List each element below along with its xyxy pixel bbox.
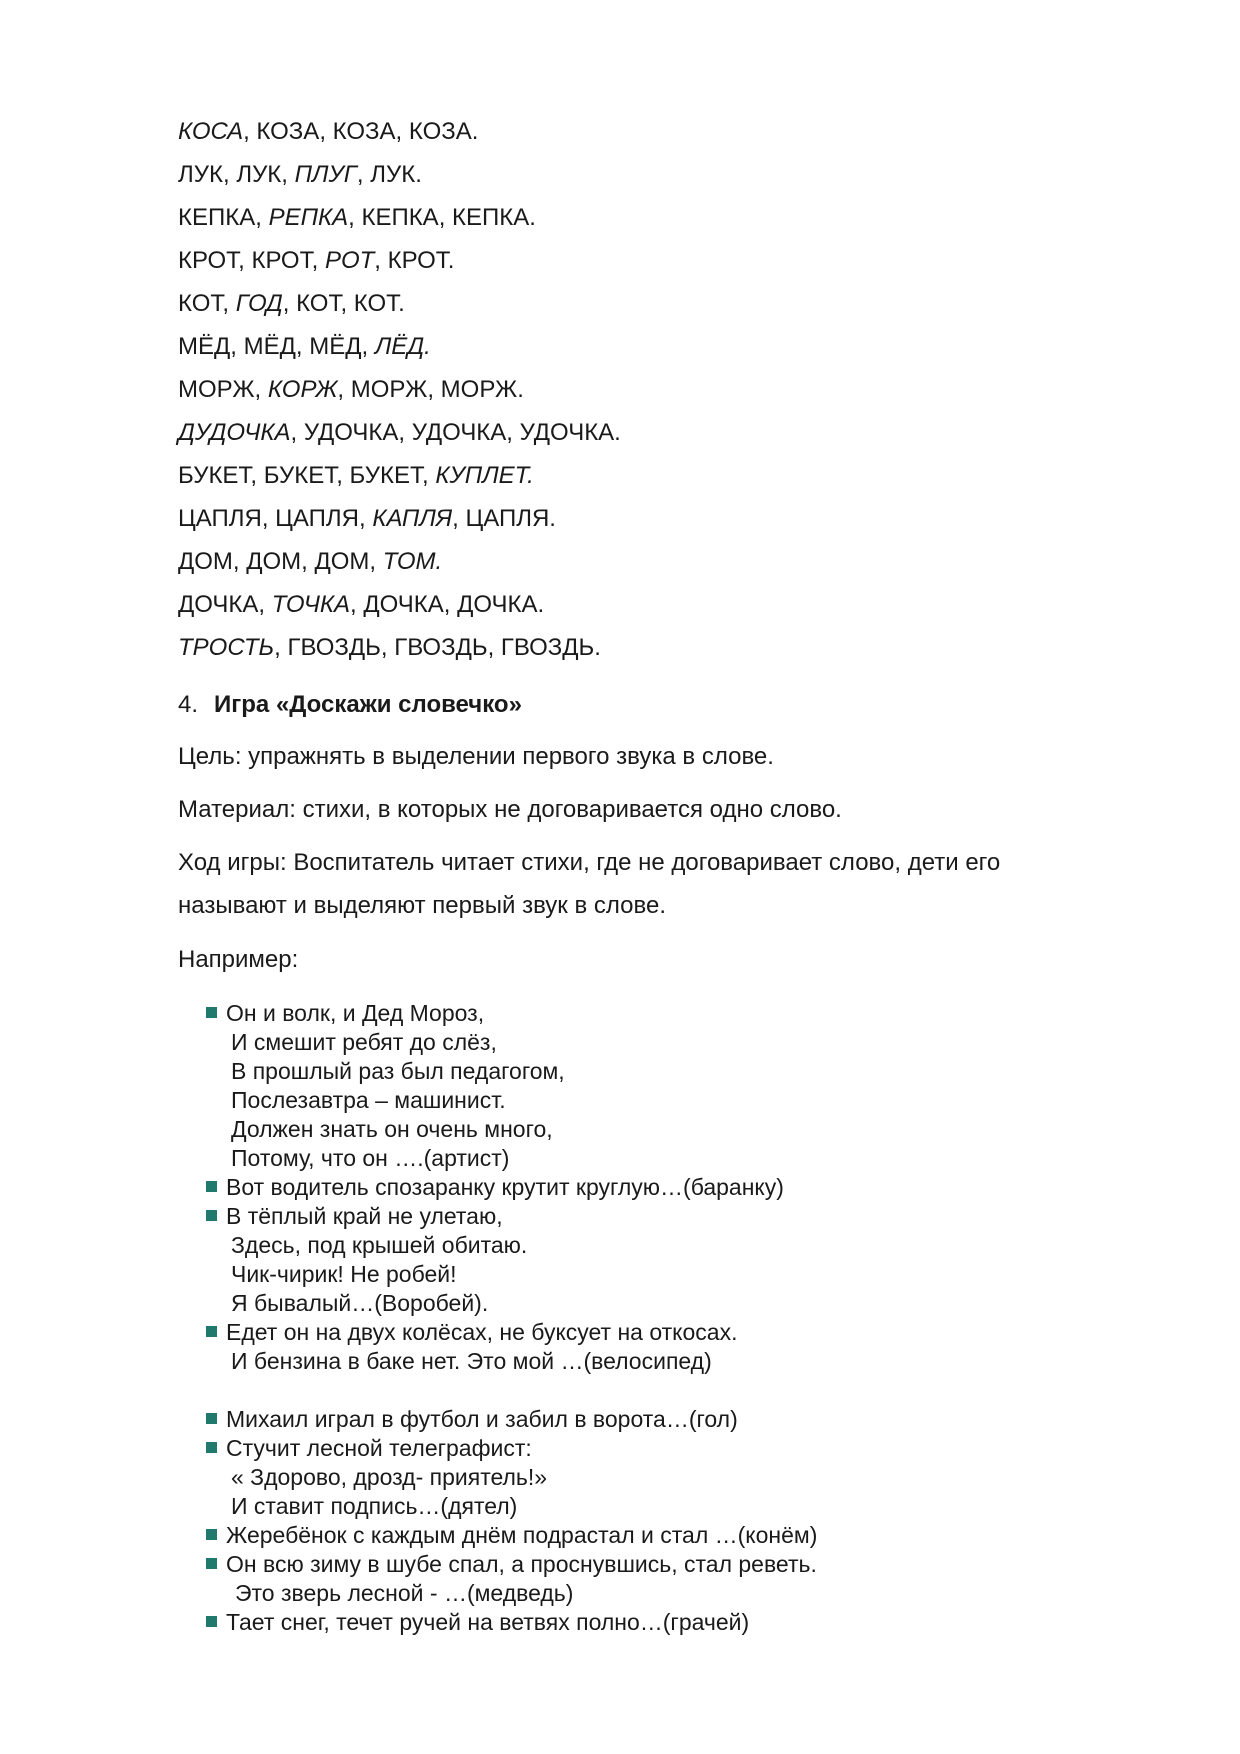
word-row — [178, 332, 431, 362]
word-segment: ЛУК, ЛУК, — [178, 161, 295, 188]
riddle-line: Здесь, под крышей обитаю. — [231, 1232, 528, 1258]
riddle-line: В прошлый раз был педагогом, — [231, 1058, 565, 1084]
word-row — [178, 375, 524, 405]
word-segment: КРОТ, КРОТ, — [178, 247, 325, 274]
square-bullet-icon — [206, 1616, 217, 1627]
riddle-line: Он всю зиму в шубе спал, а проснувшись, стал реветь. — [226, 1551, 817, 1577]
word-segment: РЕПКА — [268, 204, 349, 231]
list-spacer — [226, 1376, 817, 1405]
riddle-line: Это зверь лесной - …(медведь) — [235, 1580, 574, 1606]
square-bullet-icon — [206, 1210, 217, 1221]
riddle-line: Едет он на двух колёсах, не буксует на откосах. — [226, 1319, 738, 1345]
word-segment: ТОЧКА — [271, 591, 351, 618]
word-row — [178, 246, 454, 276]
riddle-line: Должен знать он очень много, — [231, 1116, 553, 1142]
riddle-line: Чик-чирик! Не робей! — [231, 1261, 457, 1287]
word-segment: МОРЖ, — [178, 376, 268, 403]
word-segment: ЛЁД. — [374, 333, 431, 360]
riddle-line: Потому, что он ….(артист) — [231, 1145, 510, 1171]
word-segment: ЦАПЛЯ, ЦАПЛЯ, — [178, 505, 373, 532]
word-segment: , КРОТ. — [374, 247, 455, 274]
word-row — [178, 547, 442, 577]
list-item — [226, 1173, 817, 1202]
word-segment: КОРЖ — [267, 376, 338, 403]
section-title: Игра «Доскажи словечко» — [214, 691, 522, 718]
word-segment: КЕПКА, — [178, 204, 269, 231]
list-item — [226, 999, 817, 1173]
word-segment: КАПЛЯ — [372, 505, 453, 532]
riddle-line: Послезавтра – машинист. — [231, 1087, 506, 1113]
word-row — [178, 418, 621, 448]
procedure-paragraph-line: Ход игры: Воспитатель читает стихи, где не договаривает слово, дети его — [178, 849, 1001, 876]
word-segment: , МОРЖ, МОРЖ. — [337, 376, 524, 403]
list-item — [226, 1405, 817, 1434]
word-row — [178, 289, 405, 319]
word-row — [178, 504, 556, 534]
goal-paragraph: Цель: упражнять в выделении первого звука в слове. — [178, 743, 774, 770]
word-row — [178, 461, 534, 491]
word-segment: , ДОЧКА, ДОЧКА. — [350, 591, 545, 618]
word-row — [178, 203, 536, 233]
word-segment: , КОЗА, КОЗА, КОЗА. — [243, 118, 479, 145]
section-heading — [178, 690, 522, 720]
material-paragraph: Материал: стихи, в которых не договаривается одно слово. — [178, 796, 842, 823]
riddle-line: Тает снег, течет ручей на ветвях полно…(грачей) — [226, 1609, 750, 1635]
word-segment: , ЦАПЛЯ. — [452, 505, 556, 532]
riddle-line: В тёплый край не улетаю, — [226, 1203, 503, 1229]
riddle-line: Стучит лесной телеграфист: — [226, 1435, 532, 1461]
riddle-line: « Здорово, дрозд- приятель!» — [231, 1464, 548, 1490]
riddle-line: И смешит ребят до слёз, — [231, 1029, 497, 1055]
word-segment: КОТ, — [178, 290, 236, 317]
riddle-line: И ставит подпись…(дятел) — [231, 1493, 518, 1519]
list-item — [226, 1608, 817, 1637]
word-segment: ПЛУГ — [294, 161, 357, 188]
word-segment: ТОМ. — [382, 548, 443, 575]
list-item — [226, 1521, 817, 1550]
riddle-list — [226, 999, 817, 1637]
procedure-paragraph-line: называют и выделяют первый звук в слове. — [178, 892, 667, 919]
list-item — [226, 1434, 817, 1521]
section-number: 4. — [178, 691, 199, 718]
word-segment: ДОМ, ДОМ, ДОМ, — [178, 548, 383, 575]
word-segment: , ГВОЗДЬ, ГВОЗДЬ, ГВОЗДЬ. — [274, 634, 601, 661]
list-item — [226, 1318, 817, 1376]
word-segment: ДОЧКА, — [178, 591, 272, 618]
word-segment: КУПЛЕТ. — [435, 462, 534, 489]
square-bullet-icon — [206, 1529, 217, 1540]
riddle-line: Я бывалый…(Воробей). — [231, 1290, 489, 1316]
square-bullet-icon — [206, 1326, 217, 1337]
word-row — [178, 160, 422, 190]
square-bullet-icon — [206, 1007, 217, 1018]
word-segment: ГОД — [235, 290, 283, 317]
square-bullet-icon — [206, 1442, 217, 1453]
riddle-line: Вот водитель спозаранку крутит круглую…(баранку) — [226, 1174, 784, 1200]
word-segment: , УДОЧКА, УДОЧКА, УДОЧКА. — [290, 419, 621, 446]
word-segment: , КЕПКА, КЕПКА. — [348, 204, 536, 231]
word-segment: , КОТ, КОТ. — [282, 290, 405, 317]
riddle-line: Он и волк, и Дед Мороз, — [226, 1000, 485, 1026]
riddle-line: Жеребёнок с каждым днём подрастал и стал …(конём) — [226, 1522, 818, 1548]
word-segment: ТРОСТЬ — [178, 634, 275, 661]
word-segment: МЁД, МЁД, МЁД, — [178, 333, 375, 360]
word-segment: КОСА — [178, 118, 244, 145]
list-item — [226, 1550, 817, 1608]
riddle-line: И бензина в баке нет. Это мой …(велосипед) — [231, 1348, 712, 1374]
square-bullet-icon — [206, 1558, 217, 1569]
word-segment: , ЛУК. — [356, 161, 422, 188]
word-segment: БУКЕТ, БУКЕТ, БУКЕТ, — [178, 462, 436, 489]
word-segment: ДУДОЧКА — [178, 419, 291, 446]
word-row — [178, 117, 478, 147]
list-item — [226, 1202, 817, 1318]
square-bullet-icon — [206, 1181, 217, 1192]
word-row — [178, 590, 544, 620]
word-row — [178, 633, 601, 663]
example-label: Например: — [178, 946, 299, 973]
riddle-line: Михаил играл в футбол и забил в ворота…(гол) — [226, 1406, 738, 1432]
word-segment: РОТ — [324, 247, 375, 274]
square-bullet-icon — [206, 1413, 217, 1424]
